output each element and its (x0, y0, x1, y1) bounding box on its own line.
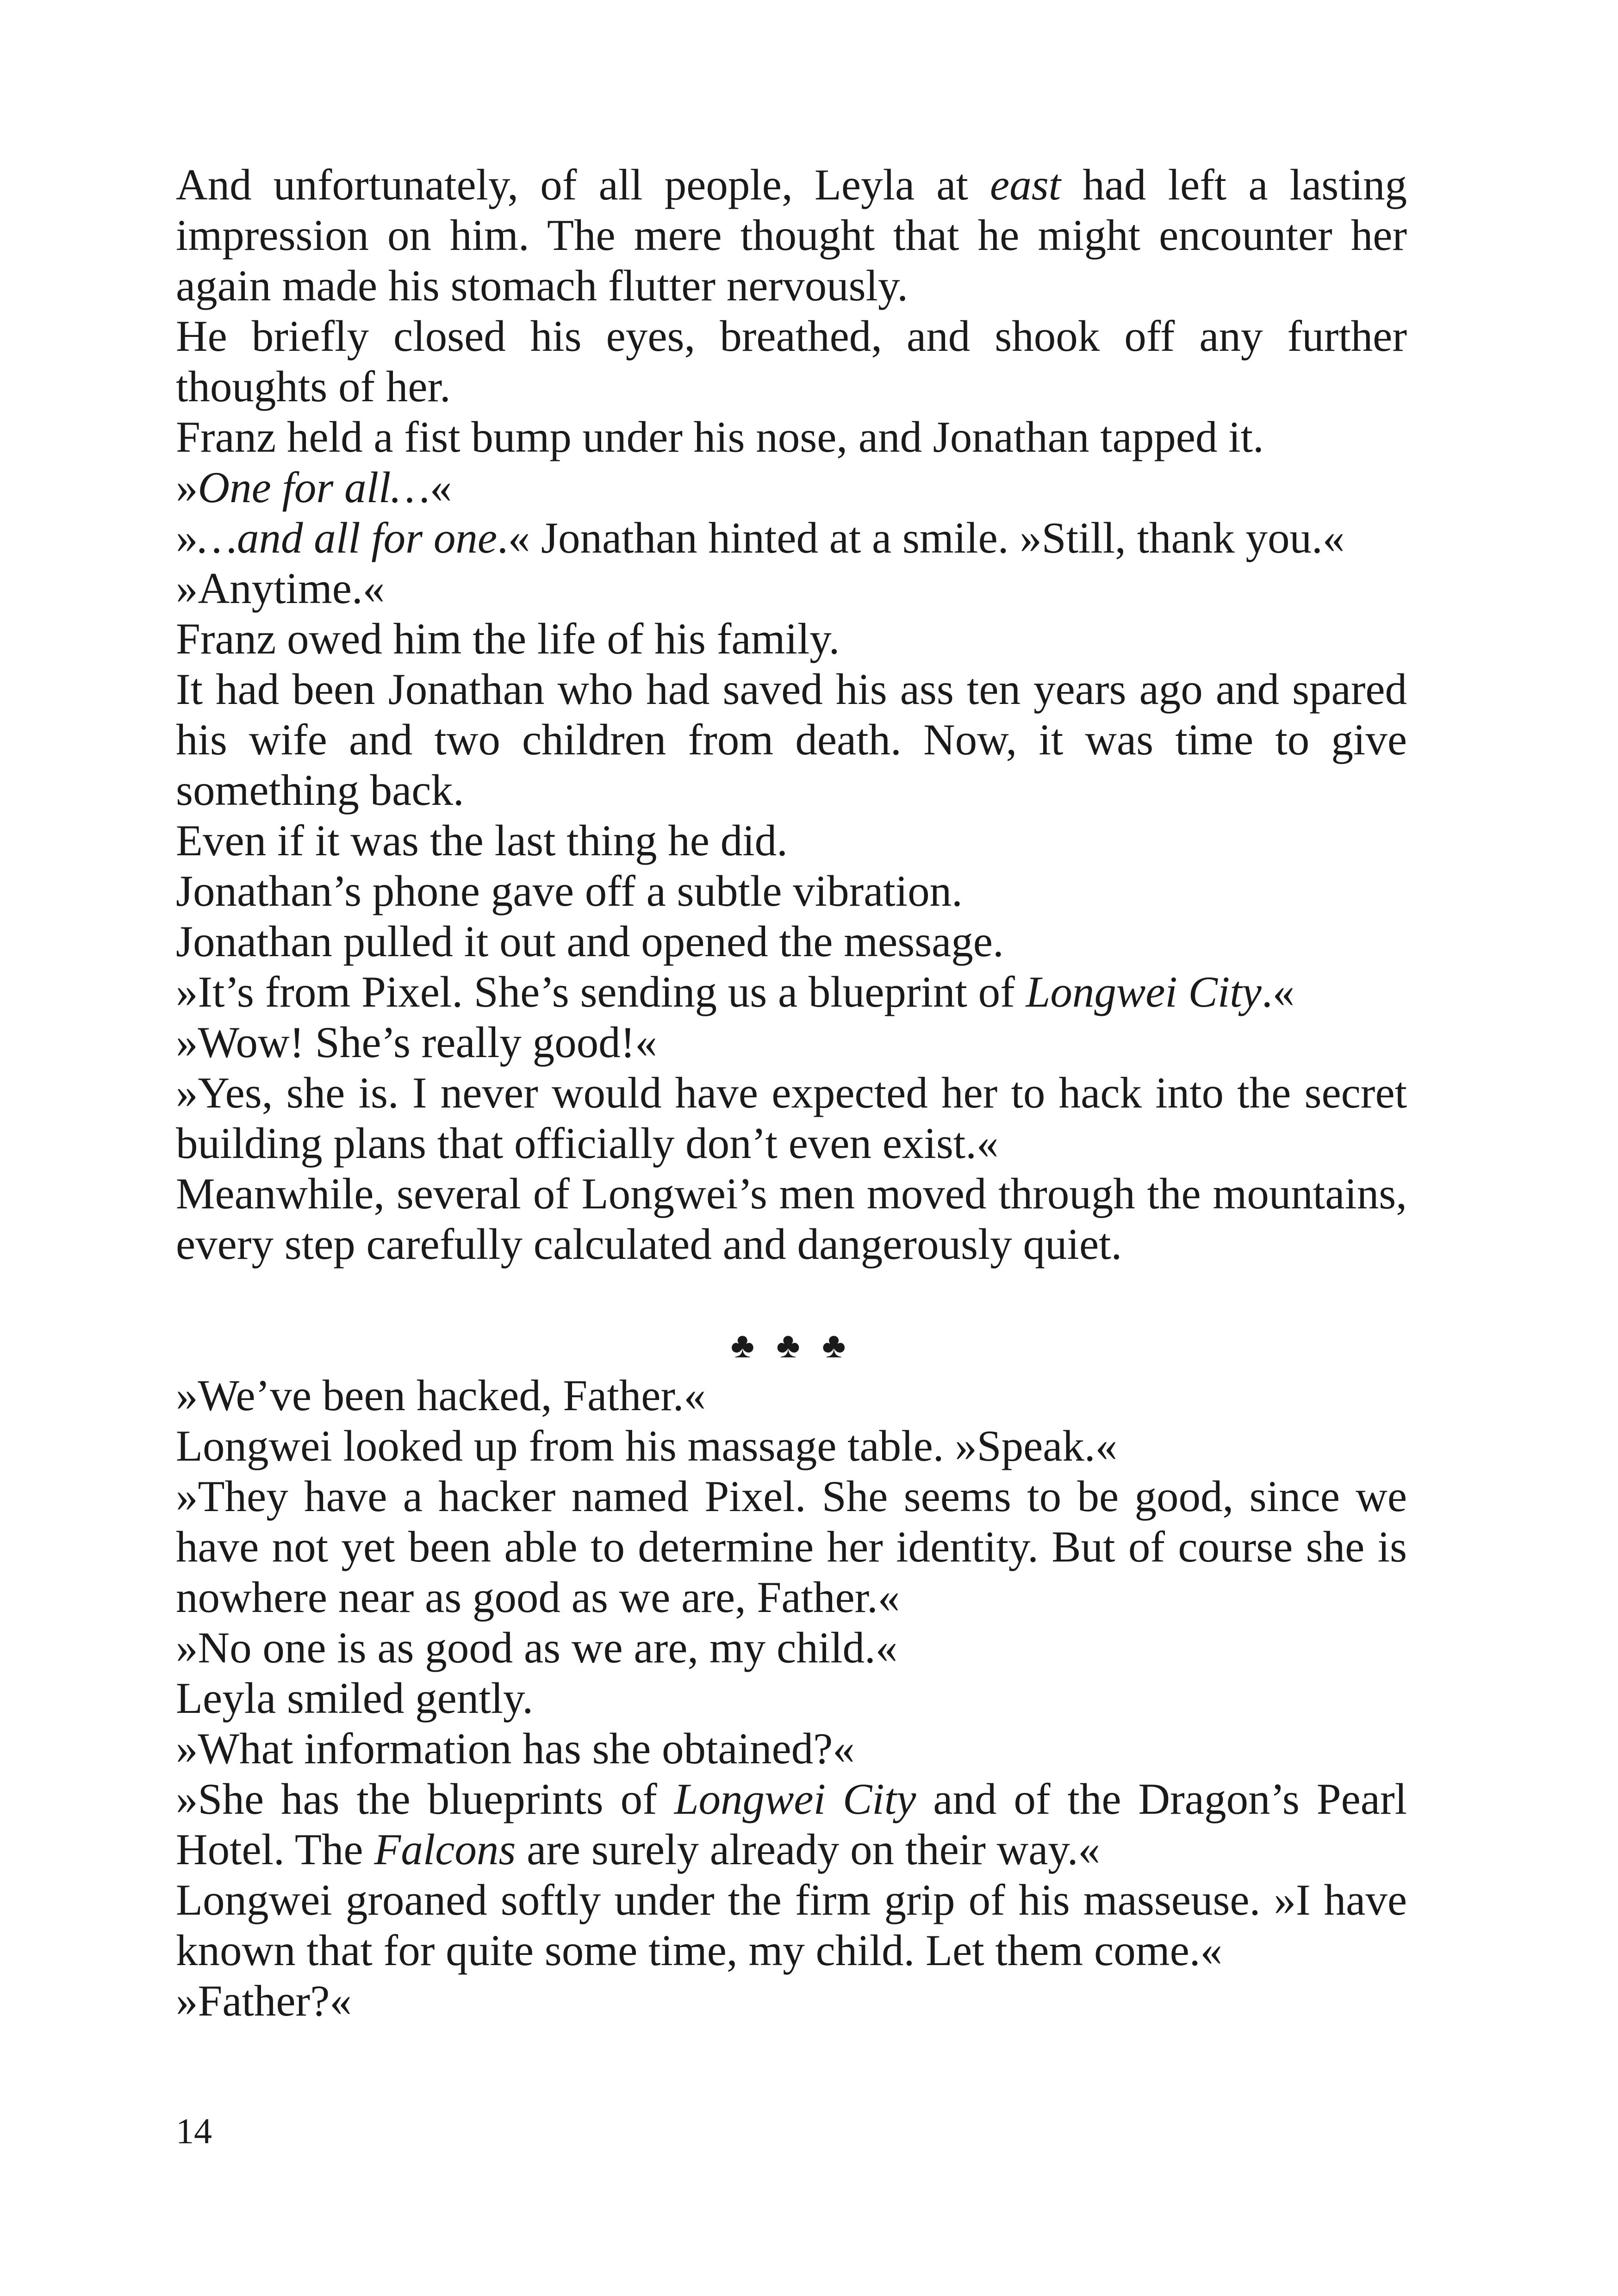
text-run: »She has the blueprints of (176, 1774, 674, 1823)
italic-run: …and all for one (198, 513, 498, 562)
paragraph (176, 513, 1407, 563)
italic-run: Longwei City (674, 1774, 916, 1823)
text-run: »No one is as good as we are, my child.« (176, 1623, 898, 1672)
italic-run: One for all… (198, 463, 430, 512)
body-text (176, 160, 1407, 2026)
text-run: and of the Dragon’s Pearl Hotel. The (176, 1774, 1407, 1874)
paragraph (176, 614, 1407, 664)
text-run: »Yes, she is. I never would have expected her to hack into the secret building plans that officially don’t even exist.« (176, 1068, 1407, 1168)
scene-break-ornament: ♣ ♣ ♣ (730, 1325, 853, 1365)
text-run: Jonathan’s phone gave off a subtle vibration. (176, 866, 963, 915)
text-run: »Father?« (176, 1976, 352, 2025)
paragraph (176, 866, 1407, 916)
text-run: Longwei groaned softly under the firm grip of his masseuse. »I have known that for quite some time, my child. Let them come.« (176, 1875, 1407, 1975)
paragraph (176, 412, 1407, 462)
text-run: »What information has she obtained?« (176, 1724, 855, 1773)
paragraph (176, 967, 1407, 1017)
paragraph (176, 311, 1407, 412)
text-run: »Anytime.« (176, 564, 385, 613)
italic-run: Longwei City (1026, 967, 1262, 1016)
paragraph (176, 1421, 1407, 1471)
text-run: Franz owed him the life of his family. (176, 614, 840, 663)
text-run: Franz held a fist bump under his nose, and Jonathan tapped it. (176, 412, 1264, 461)
text-run: »We’ve been hacked, Father.« (176, 1371, 706, 1420)
scene-one (176, 160, 1407, 1269)
section-spacer (176, 1269, 1407, 1320)
paragraph (176, 462, 1407, 513)
text-run: Leyla smiled gently. (176, 1674, 534, 1723)
text-run: » (176, 463, 198, 512)
paragraph (176, 1875, 1407, 1976)
paragraph (176, 1370, 1407, 1421)
text-run: Meanwhile, several of Longwei’s men moved through the mountains, every step carefully calculated and dangerously quiet. (176, 1169, 1407, 1269)
paragraph (176, 1169, 1407, 1269)
paragraph (176, 1623, 1407, 1673)
paragraph (176, 815, 1407, 866)
text-run: .« (1261, 967, 1295, 1016)
paragraph (176, 1471, 1407, 1623)
italic-run: Falcons (374, 1825, 516, 1874)
paragraph (176, 1017, 1407, 1068)
scene-two (176, 1370, 1407, 2026)
text-run: »Wow! She’s really good!« (176, 1018, 657, 1067)
italic-run: east (990, 160, 1061, 209)
text-run: Jonathan pulled it out and opened the message. (176, 917, 1004, 966)
paragraph (176, 664, 1407, 815)
paragraph (176, 1724, 1407, 1774)
paragraph (176, 1976, 1407, 2026)
text-run: Even if it was the last thing he did. (176, 816, 788, 865)
text-run: .« Jonathan hinted at a smile. »Still, thank you.« (497, 513, 1345, 562)
text-run: He briefly closed his eyes, breathed, and shook off any further thoughts of her. (176, 311, 1407, 411)
paragraph (176, 563, 1407, 614)
text-run: It had been Jonathan who had saved his ass ten years ago and spared his wife and two children from death. Now, it was time to give something back. (176, 665, 1407, 815)
text-run: And unfortunately, of all people, Leyla at (176, 160, 990, 209)
paragraph (176, 1774, 1407, 1875)
paragraph (176, 1068, 1407, 1169)
text-run: Longwei looked up from his massage table. »Speak.« (176, 1421, 1118, 1470)
text-run: »They have a hacker named Pixel. She seems to be good, since we have not yet been able to determine her identity. But of course she is nowhere near as good as we are, Father.« (176, 1472, 1407, 1622)
paragraph (176, 916, 1407, 967)
text-run: are surely already on their way.« (516, 1825, 1100, 1874)
paragraph (176, 160, 1407, 311)
page-number: 14 (176, 2111, 212, 2151)
text-run: »It’s from Pixel. She’s sending us a blueprint of (176, 967, 1026, 1016)
paragraph (176, 1673, 1407, 1724)
text-run: « (429, 463, 452, 512)
text-run: had left a lasting impression on him. The mere thought that he might encounter her again made his stomach flutter nervously. (176, 160, 1407, 310)
text-run: » (176, 513, 198, 562)
